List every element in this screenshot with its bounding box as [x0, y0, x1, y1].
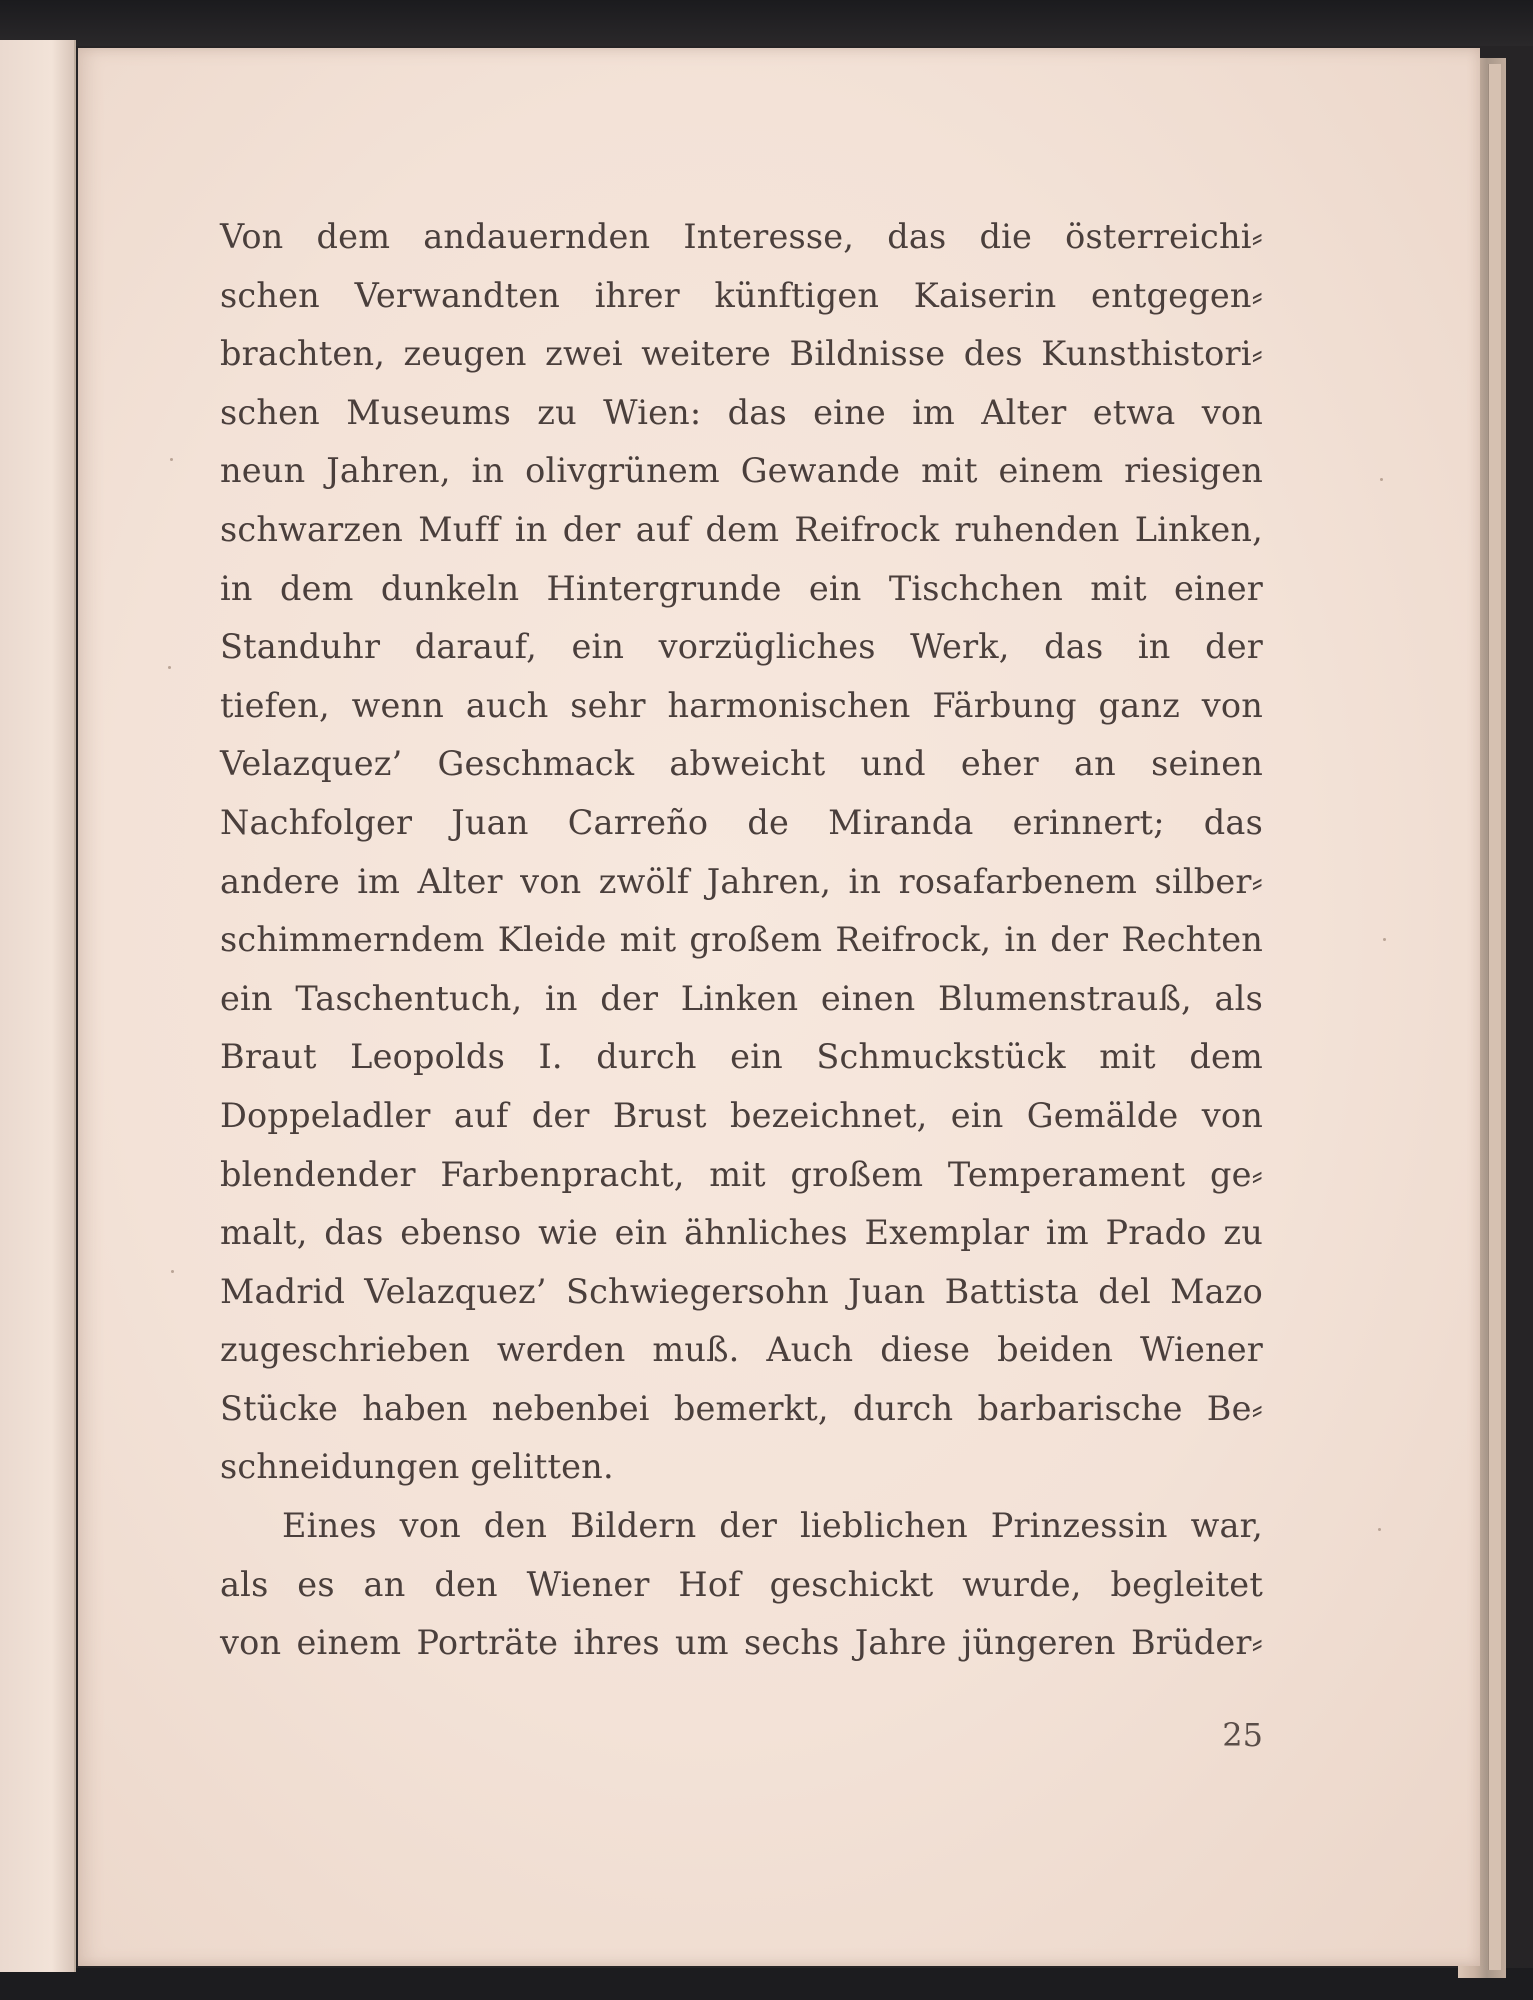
text-line: tiefen, wenn auch sehr harmonischen Färbung ganz von — [220, 685, 1263, 725]
text-line: schimmerndem Kleide mit großem Reifrock, in der Rechten — [220, 920, 1263, 960]
scan-background-bottom — [0, 1968, 1533, 2000]
text-line: schwarzen Muff in der auf dem Reifrock ruhenden Linken, — [220, 509, 1263, 549]
text-line: brachten, zeugen zwei weitere Bildnisse des Kunsthistori⸗ — [220, 334, 1263, 374]
text-line: malt, das ebenso wie ein ähnliches Exemplar im Prado zu — [220, 1213, 1263, 1253]
text-line: in dem dunkeln Hintergrunde ein Tischchen mit einer — [220, 568, 1263, 608]
text-line: als es an den Wiener Hof geschickt wurde, begleitet — [220, 1564, 1263, 1604]
body-text — [220, 208, 1263, 1673]
text-line: schen Museums zu Wien: das eine im Alter etwa von — [220, 392, 1263, 432]
text-line-paragraph-start: Eines von den Bildern der lieblichen Prinzessin war, — [282, 1506, 1263, 1546]
scan-background-top — [0, 0, 1533, 46]
text-line: schen Verwandten ihrer künftigen Kaiserin entgegen⸗ — [220, 275, 1263, 315]
text-line: Von dem andauernden Interesse, das die österreichi⸗ — [220, 217, 1263, 256]
paper-speck — [1380, 478, 1383, 481]
text-line: blendender Farbenpracht, mit großem Temperament ge⸗ — [220, 1154, 1263, 1194]
text-line: neun Jahren, in olivgrünem Gewande mit einem riesigen — [220, 451, 1263, 491]
paper-speck — [168, 666, 171, 669]
text-line: ein Taschentuch, in der Linken einen Blumenstrauß, als — [220, 978, 1263, 1018]
text-line: Standuhr darauf, ein vorzügliches Werk, das in der — [220, 627, 1263, 667]
paper-speck — [170, 458, 173, 461]
page-number: 25 — [1222, 1716, 1263, 1754]
text-line: Madrid Velazquez’ Schwiegersohn Juan Battista del Mazo — [220, 1271, 1263, 1311]
paper-speck — [171, 1270, 174, 1273]
text-line: Velazquez’ Geschmack abweicht und eher an seinen — [220, 744, 1263, 784]
text-line: Nachfolger Juan Carreño de Miranda erinnert; das — [220, 802, 1263, 842]
text-line: zugeschrieben werden muß. Auch diese beiden Wiener — [220, 1330, 1263, 1370]
paper-speck — [1378, 1528, 1381, 1531]
facing-page-edge — [0, 40, 76, 1972]
page-stack-edge-inner — [1488, 64, 1501, 1970]
text-line: Braut Leopolds I. durch ein Schmuckstück mit dem — [220, 1037, 1263, 1077]
paper-speck — [1383, 938, 1386, 941]
text-line: Doppeladler auf der Brust bezeichnet, ein Gemälde von — [220, 1095, 1263, 1135]
text-line: Stücke haben nebenbei bemerkt, durch barbarische Be⸗ — [220, 1388, 1263, 1428]
text-line: andere im Alter von zwölf Jahren, in rosafarbenem silber⸗ — [220, 861, 1263, 901]
text-line: schneidungen gelitten. — [220, 1447, 614, 1487]
text-line: von einem Porträte ihres um sechs Jahre jüngeren Brüder⸗ — [220, 1623, 1263, 1663]
